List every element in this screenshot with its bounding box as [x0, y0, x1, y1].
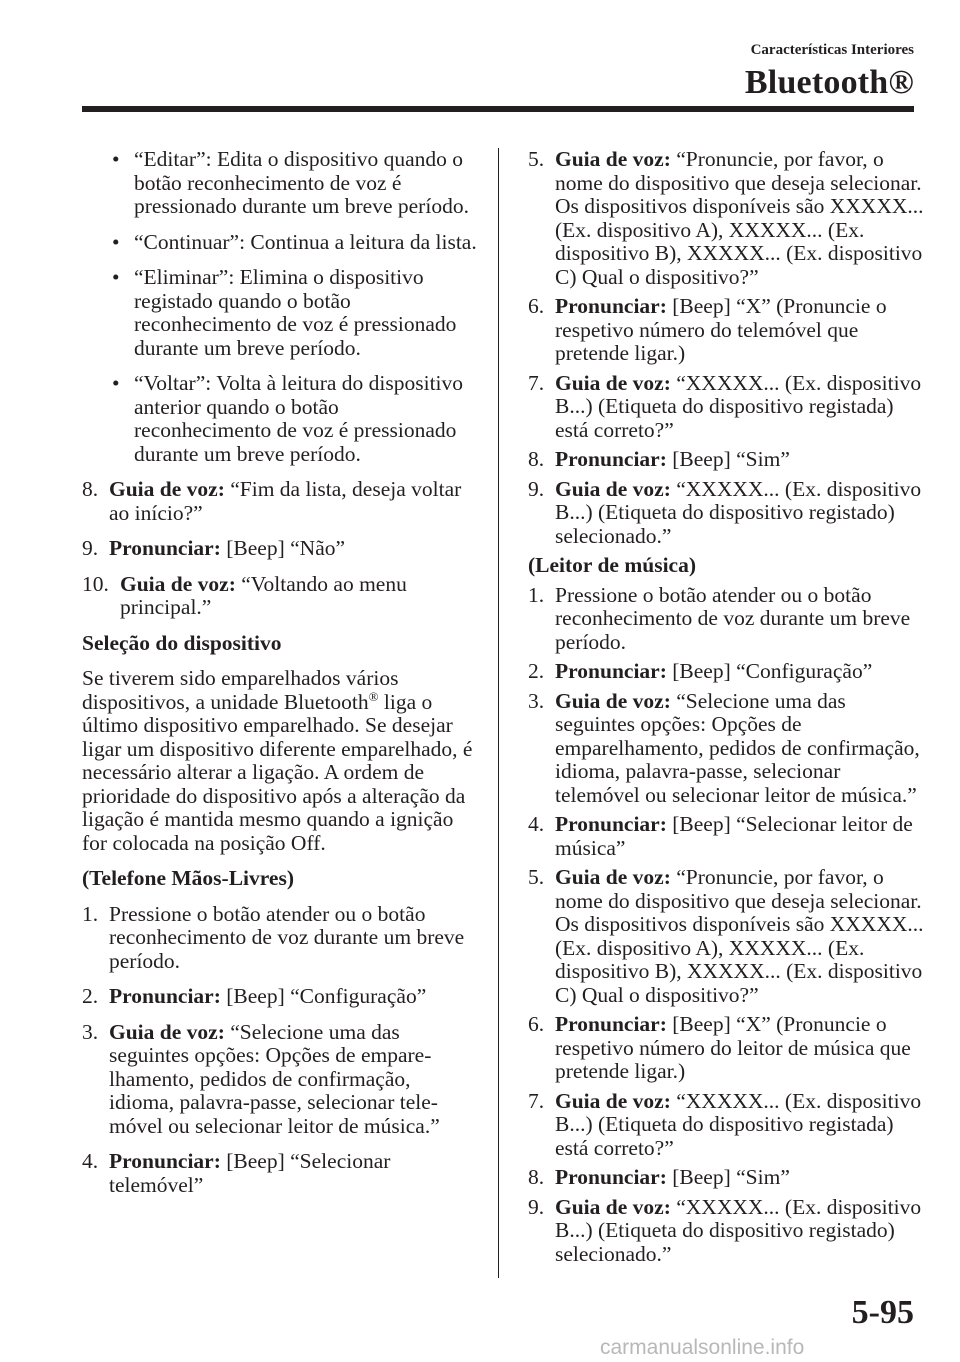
step-text: “Fim da lista, deseja voltar ao início?”: [109, 477, 462, 525]
step-label: Guia de voz:: [555, 147, 671, 171]
step-number: 3.: [82, 1019, 99, 1044]
bullet-text: “Eliminar”: Elimina o dispositivo registado quando o botão reconhecimento de voz é pressionado durante um breve período.: [134, 265, 457, 360]
step-text: [Beep] “Sim”: [672, 1165, 790, 1189]
watermark: carmanualsonline.info: [600, 1336, 805, 1359]
step-label: Pronunciar:: [109, 984, 221, 1008]
step-text: Pressione o botão atender ou o botão reconhecimento de voz durante um breve período.: [109, 901, 465, 973]
step-item: [82, 1150, 477, 1197]
step-text: [Beep] “Configuração”: [672, 659, 873, 683]
column-divider: [498, 148, 499, 1278]
step-text: Pressione o botão atender ou o botão reconhecimento de voz durante um breve período.: [555, 582, 911, 654]
page-number: 5-95: [851, 1294, 914, 1331]
step-label: Pronunciar:: [109, 1149, 221, 1173]
step-number: 4.: [528, 812, 545, 836]
step-label: Guia de voz:: [555, 370, 671, 395]
step-text: “Pronuncie, por favor, o nome do dispositivo que deseja selecionar. Os dispositivos disponíveis são XXXXX... (Ex. dispositivo A), XXXXX... (Ex. dispositivo B), XXXXX... (Ex. dispositivo C) Qual o dispositivo?”: [555, 147, 924, 289]
header-rule: [82, 106, 914, 112]
step-number: 7.: [528, 1088, 545, 1113]
step-item: [82, 573, 477, 620]
step-number: 7.: [528, 370, 545, 395]
right-column: [528, 148, 928, 1272]
step-number: 2.: [528, 659, 545, 683]
step-label: Guia de voz:: [555, 1194, 671, 1219]
step-number: 9.: [82, 536, 99, 560]
step-item: [528, 148, 928, 289]
step-text: [Beep] “Sim”: [672, 447, 790, 471]
step-item: [528, 584, 928, 655]
step-item: [528, 1013, 928, 1084]
step-text: “XXXXX... (Ex. dispositivo B...) (Etiqueta do dispositivo registada) está correto?”: [555, 370, 922, 442]
step-number: 1.: [528, 582, 545, 607]
step-number: 1.: [82, 901, 99, 926]
registered-mark: ®: [368, 688, 379, 704]
step-item: [528, 1090, 928, 1161]
step-text: “Voltando ao menu principal.”: [120, 571, 407, 619]
step-text: “Selecione uma das seguintes opções: Opções de emparelhamento, pedidos de confirmação, idioma, palavra-passe, selecionar telemóvel ou selecionar leitor de música.”: [555, 688, 920, 807]
bullet-item: • “Eliminar”: Elimina o dispositivo registado quando o botão reconhecimento de voz é pressionado durante um breve período.: [112, 265, 457, 360]
selection-heading: Seleção do dispositivo: [82, 630, 282, 655]
step-number: 9.: [528, 1194, 545, 1219]
handsfree-heading: (Telefone Mãos-Livres): [82, 866, 294, 890]
step-item: [528, 1196, 928, 1267]
step-label: Pronunciar:: [555, 1012, 667, 1036]
step-number: 6.: [528, 294, 545, 318]
step-item: [528, 690, 928, 808]
section-title: Características Interiores: [750, 42, 914, 58]
step-label: Guia de voz:: [555, 476, 671, 501]
step-number: 8.: [82, 477, 99, 501]
step-label: Pronunciar:: [555, 447, 667, 471]
step-number: 8.: [528, 447, 545, 471]
bullet-item: • “Voltar”: Volta à leitura do dispositivo anterior quando o botão reconhecimento de voz é pressionado durante um breve período.: [112, 371, 464, 466]
step-label: Guia de voz:: [555, 865, 671, 889]
step-label: Guia de voz:: [109, 477, 225, 501]
step-label: Pronunciar:: [109, 536, 221, 560]
step-item: [528, 448, 928, 472]
step-item: [528, 813, 928, 860]
step-label: Guia de voz:: [120, 571, 236, 596]
bullet-text: “Continuar”: Continua a leitura da lista.: [134, 229, 477, 254]
step-text: [Beep] “X” (Pronuncie o respetivo número do leitor de música que pretende ligar.): [555, 1012, 911, 1083]
step-item: [82, 1021, 477, 1139]
step-item: [528, 295, 928, 366]
step-text: [Beep] “Não”: [226, 536, 346, 560]
step-item: [82, 903, 477, 974]
step-text: “Pronuncie, por favor, o nome do dispositivo que deseja selecionar. Os dispositivos disponíveis são XXXXX... (Ex. dispositivo A), XXXXX... (Ex. dispositivo B), XXXXX... (Ex. dispositivo C) Qual o dispositivo?”: [555, 865, 924, 1007]
step-label: Pronunciar:: [555, 294, 667, 318]
bullet-item: • “Continuar”: Continua a leitura da lista.: [112, 229, 477, 254]
paragraph-text: Se tiverem sido emparelhados vários dispositivos, a unidade Bluetooth: [82, 666, 399, 714]
step-item: [528, 866, 928, 1007]
step-label: Guia de voz:: [555, 1088, 671, 1113]
step-number: 3.: [528, 688, 545, 713]
step-item: [82, 478, 477, 525]
step-text: [Beep] “Selecionar telemóvel”: [109, 1149, 391, 1197]
step-label: Guia de voz:: [109, 1019, 225, 1044]
step-number: 9.: [528, 476, 545, 501]
step-number: 5.: [528, 147, 545, 171]
step-number: 2.: [82, 984, 99, 1008]
step-text: “XXXXX... (Ex. dispositivo B...) (Etiqueta do dispositivo registado) selecionado.”: [555, 476, 922, 548]
step-text: “XXXXX... (Ex. dispositivo B...) (Etiqueta do dispositivo registada) está correto?”: [555, 1088, 922, 1160]
step-item: [528, 372, 928, 443]
bullet-text: “Editar”: Edita o dispositivo quando o botão reconhecimento de voz é pressionado durante um breve período.: [134, 147, 469, 218]
step-text: [Beep] “Configuração”: [226, 984, 427, 1008]
step-item: [528, 660, 928, 684]
step-number: 10.: [82, 571, 109, 596]
step-text: “Selecione uma das seguintes opções: Opções de empare-lhamento, pedidos de confirmação, idioma, palavra-passe, selecionar tele-móvel ou selecionar leitor de música.”: [109, 1019, 440, 1138]
step-label: Pronunciar:: [555, 659, 667, 683]
step-label: Guia de voz:: [555, 688, 671, 713]
step-text: [Beep] “X” (Pronuncie o respetivo número do telemóvel que pretende ligar.): [555, 294, 887, 365]
step-item: [528, 1166, 928, 1190]
music-player-heading: (Leitor de música): [528, 553, 696, 577]
step-item: [82, 537, 477, 561]
page-title: Bluetooth®: [744, 64, 914, 101]
selection-paragraph: [82, 667, 477, 855]
paragraph-text: liga o último dispositivo emparelhado. Se desejar ligar um dispositivo diferente emparelhado, é necessário alterar a ligação. A ordem de prioridade do dispositivo após a alteração da ligação é mantida mesmo quando a ignição for colocada na posição Off.: [82, 689, 473, 855]
step-label: Pronunciar:: [555, 1165, 667, 1189]
step-item: [528, 478, 928, 549]
step-number: 4.: [82, 1149, 99, 1173]
step-number: 5.: [528, 865, 545, 889]
step-item: [82, 985, 477, 1009]
bullet-text: “Voltar”: Volta à leitura do dispositivo anterior quando o botão reconhecimento de voz é pressionado durante um breve período.: [134, 371, 464, 466]
bullet-item: • “Editar”: Edita o dispositivo quando o botão reconhecimento de voz é pressionado durante um breve período.: [112, 147, 469, 218]
step-label: Pronunciar:: [555, 812, 667, 836]
step-text: “XXXXX... (Ex. dispositivo B...) (Etiqueta do dispositivo registado) selecionado.”: [555, 1194, 922, 1266]
step-number: 8.: [528, 1165, 545, 1189]
step-text: [Beep] “Selecionar leitor de música”: [555, 812, 913, 860]
left-column: [82, 148, 477, 1209]
step-number: 6.: [528, 1012, 545, 1036]
